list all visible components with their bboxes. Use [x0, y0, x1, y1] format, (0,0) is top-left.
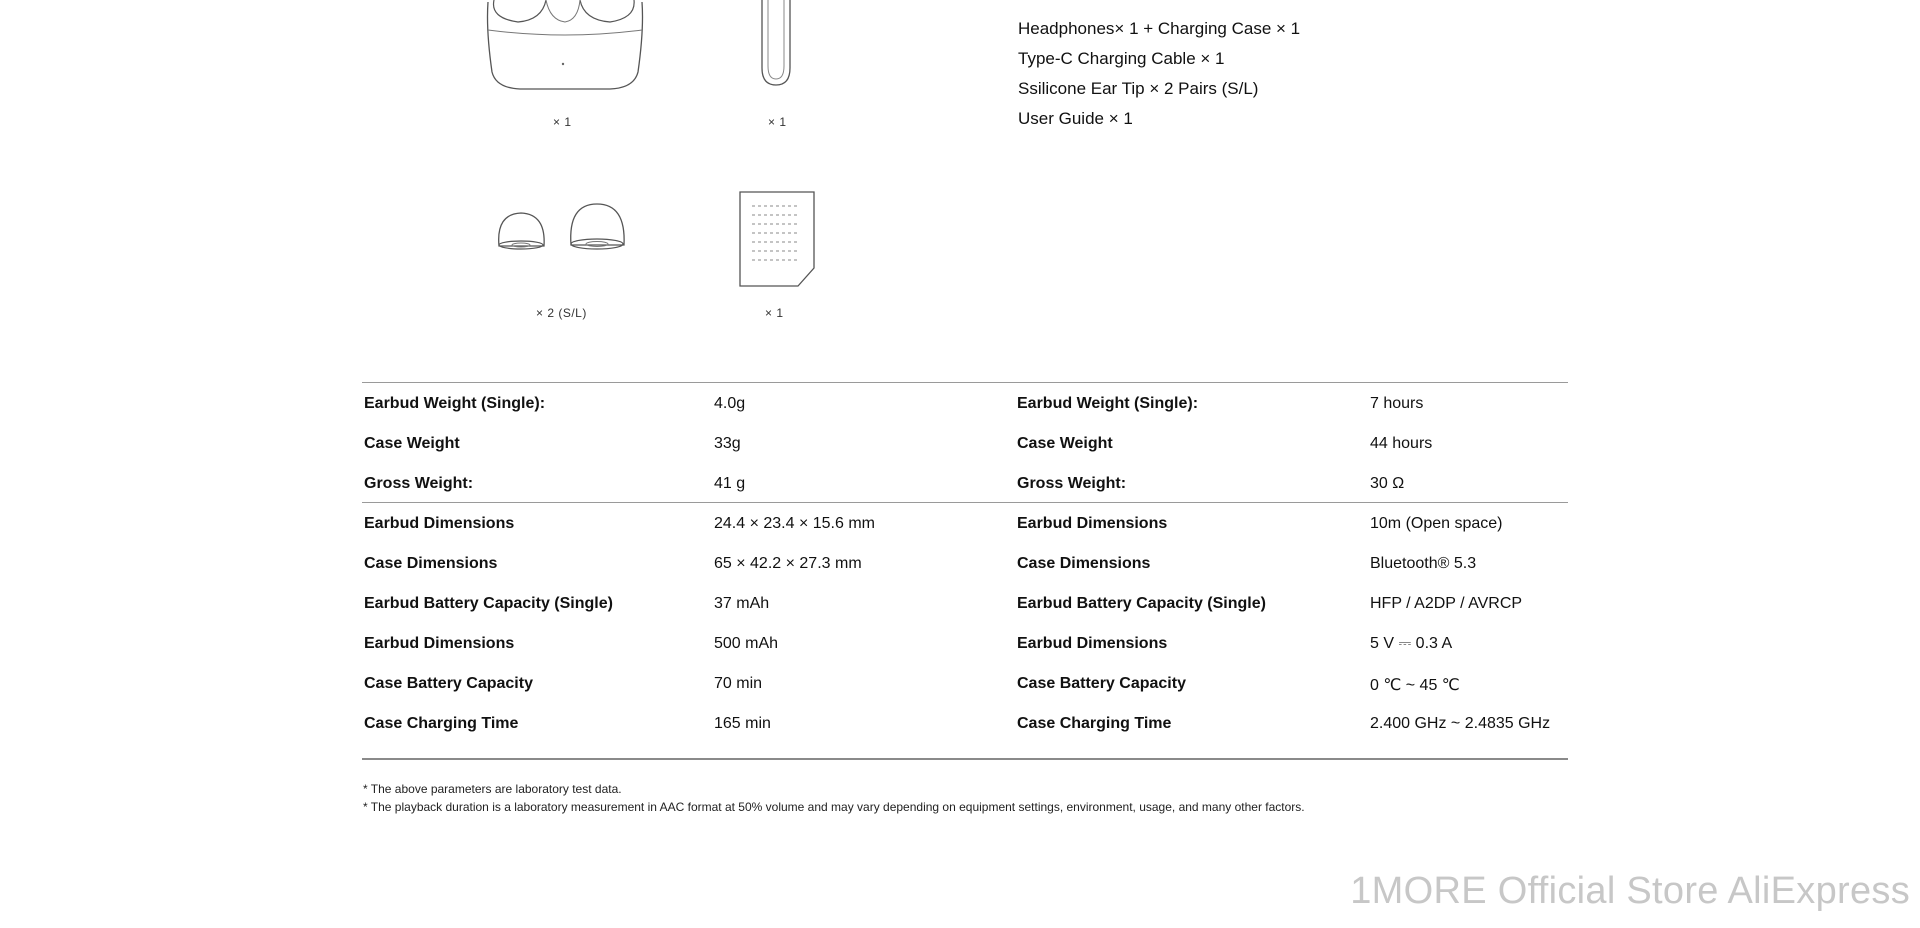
- spec-value-left: 37 mAh: [714, 595, 770, 612]
- spec-value-left: 4.0g: [714, 395, 746, 412]
- user-guide-illustration: [738, 190, 816, 288]
- spec-label-left: Earbud Battery Capacity (Single): [364, 595, 613, 612]
- spec-label-left: Earbud Dimensions: [364, 635, 515, 652]
- spec-value-right: 2.400 GHz ~ 2.4835 GHz: [1370, 715, 1551, 732]
- user-guide-quantity: × 1: [765, 306, 784, 320]
- spec-row: [362, 543, 1568, 583]
- spec-row: [362, 623, 1568, 663]
- spec-row: [362, 663, 1568, 703]
- spec-value-left: 41 g: [714, 475, 746, 492]
- spec-value-left: 24.4 × 23.4 × 15.6 mm: [714, 515, 875, 532]
- spec-label-left: Case Battery Capacity: [364, 675, 533, 692]
- spec-value-left: 165 min: [714, 715, 771, 732]
- footnotes: [363, 780, 1305, 816]
- cable-illustration: [756, 0, 796, 90]
- contents-item-headphones: Headphones× 1 + Charging Case × 1: [1018, 19, 1301, 38]
- spec-row: [362, 503, 1568, 543]
- spec-value-right: 5 V ⎓ 0.3 A: [1370, 635, 1453, 652]
- ear-tips-illustration: [494, 200, 634, 256]
- spec-label-right: Case Dimensions: [1017, 555, 1151, 572]
- spec-label-right: Earbud Dimensions: [1017, 635, 1168, 652]
- package-contents-list: [1018, 14, 1300, 134]
- spec-value-right: 0 ℃ ~ 45 ℃: [1370, 677, 1460, 694]
- spec-value-left: 33g: [714, 435, 741, 452]
- contents-item-ear-tips: Ssilicone Ear Tip × 2 Pairs (S/L): [1018, 79, 1259, 98]
- contents-item-cable: Type-C Charging Cable × 1: [1018, 49, 1225, 68]
- spec-label-left: Case Dimensions: [364, 555, 498, 572]
- ear-tips-quantity: × 2 (S/L): [536, 306, 587, 320]
- spec-row: [362, 463, 1568, 503]
- footnote: * The above parameters are laboratory test data.: [363, 782, 622, 796]
- spec-label-right: Gross Weight:: [1017, 475, 1127, 492]
- spec-row: [362, 583, 1568, 623]
- footnote: * The playback duration is a laboratory measurement in AAC format at 50% volume and may vary depending on equipment settings, environment, usage, and many other factors.: [363, 800, 1305, 814]
- spec-table: [362, 383, 1568, 743]
- spec-label-right: Earbud Dimensions: [1017, 515, 1168, 532]
- spec-value-right: 7 hours: [1370, 395, 1424, 412]
- spec-value-right: 10m (Open space): [1370, 515, 1503, 532]
- spec-label-left: Case Weight: [364, 435, 460, 452]
- charging-case-illustration: [480, 0, 650, 100]
- spec-label-right: Case Charging Time: [1017, 715, 1172, 732]
- spec-value-right: 44 hours: [1370, 435, 1433, 452]
- spec-row: [362, 703, 1568, 743]
- spec-label-right: Case Battery Capacity: [1017, 675, 1186, 692]
- spec-value-left: 70 min: [714, 675, 763, 692]
- spec-label-left: Earbud Weight (Single):: [364, 395, 546, 412]
- spec-value-right: HFP / A2DP / AVRCP: [1370, 595, 1523, 612]
- spec-label-right: Case Weight: [1017, 435, 1113, 452]
- spec-row: [362, 423, 1568, 463]
- spec-label-right: Earbud Weight (Single):: [1017, 395, 1199, 412]
- contents-item-user-guide: User Guide × 1: [1018, 109, 1133, 128]
- spec-value-right: Bluetooth® 5.3: [1370, 555, 1477, 572]
- spec-value-right: 30 Ω: [1370, 475, 1405, 492]
- spec-row: [362, 383, 1568, 423]
- spec-label-left: Gross Weight:: [364, 475, 474, 492]
- store-watermark: 1MORE Official Store AliExpress: [1350, 870, 1910, 912]
- case-quantity: × 1: [553, 115, 572, 129]
- spec-label-right: Earbud Battery Capacity (Single): [1017, 595, 1266, 612]
- spec-label-left: Case Charging Time: [364, 715, 519, 732]
- spec-label-left: Earbud Dimensions: [364, 515, 515, 532]
- cable-quantity: × 1: [768, 115, 787, 129]
- spec-bottom-divider: [362, 758, 1568, 760]
- spec-value-left: 500 mAh: [714, 635, 779, 652]
- spec-value-left: 65 × 42.2 × 27.3 mm: [714, 555, 862, 572]
